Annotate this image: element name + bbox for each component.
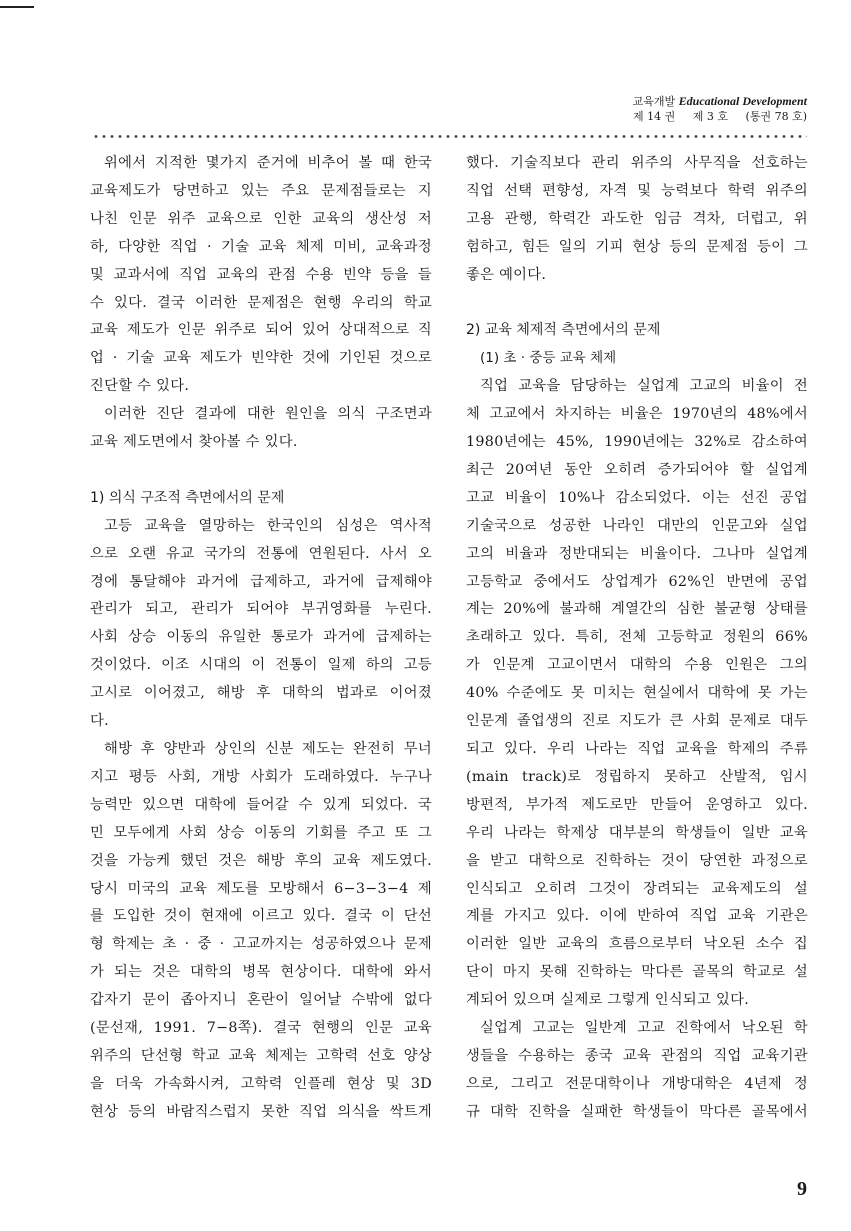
text-line: 사회 상승 이동의 유일한 통로가 과거에 급제하는 [90,629,432,646]
text-line: 현상 등의 바람직스럽지 못한 직업 의식을 싹트게 [90,1103,432,1120]
text-line: 관리가 되고, 관리가 되어야 부귀영화를 누린다. [90,601,432,618]
text-line: 및 교과서에 직업 교육의 관점 수용 빈약 등을 들 [90,266,432,283]
text-line: 실업계 고교는 일반계 고교 진학에서 낙오된 학 [480,1020,808,1037]
text-line: (문선재, 1991. 7−8쪽). 결국 현행의 인문 교육 [90,1020,432,1037]
right-paragraph-2 [466,373,808,1015]
text-line: 으로, 그리고 전문대학이나 개방대학은 4년제 정 [466,1075,808,1092]
text-line: 민 모두에게 사회 상승 이동의 기회를 주고 또 그 [90,824,432,841]
text-line: 당시 미국의 교육 제도를 모방해서 6−3−3−4 제 [90,880,432,897]
text-line: 형 학제는 초 · 중 · 고교까지는 성공하였으나 문제 [90,936,432,953]
journal-header [619,94,807,124]
text-line: 험하고, 힘든 일의 기피 현상 등의 문제점 등이 그 [466,238,808,255]
section-spacer [90,457,432,485]
text-line: 생들을 수용하는 종국 교육 관점의 직업 교육기관 [466,1047,808,1064]
text-line: 우리 나라는 학제상 대부분의 학생들이 일반 교육 [466,824,808,841]
text-line: 경에 통달해야 과거에 급제하고, 과거에 급제해야 [90,573,432,590]
text-line: 계되어 있으며 실제로 그렇게 인식되고 있다. [466,992,750,1009]
text-line: 이러한 일반 교육의 흐름으로부터 낙오된 소수 집 [466,936,808,953]
text-line: 최근 20여년 동안 오히려 증가되어야 할 실업계 [466,461,808,478]
text-line: 업 · 기술 교육 제도가 빈약한 것에 기인된 것으로 [90,350,432,367]
text-line: 고교 비율이 10%나 감소되었다. 이는 선진 공업 [466,489,808,506]
text-line: 교육 제도가 인문 위주로 되어 있어 상대적으로 직 [90,322,432,339]
journal-title-korean: 교육개발 [632,95,676,108]
subsection-heading: (1) 초 · 중등 교육 체제 [480,350,617,367]
text-line: 수 있다. 결국 이러한 문제점은 현행 우리의 학교 [90,294,432,311]
text-line: 계는 20%에 불과해 계열간의 심한 불균형 상태를 [466,601,808,618]
text-line: 를 도입한 것이 현재에 이르고 있다. 결국 이 단선 [90,908,432,925]
header-dotted-rule [92,134,807,139]
text-line: 인문계 졸업생의 진로 지도가 큰 사회 문제로 대두 [466,713,808,730]
text-line: 체 고교에서 차지하는 비율은 1970년의 48%에서 [466,406,808,423]
text-line: 것이었다. 이조 시대의 이 전통이 일제 하의 고등 [90,657,432,674]
right-column [466,150,808,1127]
text-line: 초래하고 있다. 특히, 전체 고등학교 정원의 66% [466,629,808,646]
text-line: 위주의 단선형 학교 교육 체제는 고학력 선호 양상 [90,1047,432,1064]
page-number: 9 [797,1178,807,1200]
text-line: 해방 후 양반과 상인의 신분 제도는 완전히 무너 [104,741,432,758]
journal-title [619,94,807,109]
text-line: 것을 가능케 했던 것은 해방 후의 교육 제도였다. [90,852,432,869]
text-line: 40% 수준에도 못 미치는 현실에서 대학에 못 가는 [466,685,808,702]
corner-crop-mark [0,6,34,8]
journal-title-english: Educational Development [678,94,807,108]
text-line: 직업 교육을 담당하는 실업계 고교의 비율이 전 [480,378,808,395]
left-column [90,150,432,1127]
text-line: (main track)로 정립하지 못하고 산발적, 임시 [466,768,808,785]
text-line: 나친 인문 위주 교육으로 인한 교육의 생산성 저 [90,210,432,227]
text-line: 계를 가지고 있다. 이에 반하여 직업 교육 기관은 [466,908,808,925]
text-line: 단이 마지 못해 진학하는 막다른 골목의 학교로 설 [466,964,808,981]
text-line: 고용 관행, 학력간 과도한 임금 격차, 더럽고, 위 [466,210,808,227]
text-line: 가 인문계 고교이면서 대학의 수용 인원은 그의 [466,657,808,674]
text-line: 고등학교 중에서도 상업계가 62%인 반면에 공업 [466,573,808,590]
text-line: 능력만 있으면 대학에 들어갈 수 있게 되었다. 국 [90,796,432,813]
text-line: 고시로 이어졌고, 해방 후 대학의 법과로 이어졌 [90,685,432,702]
text-line: 좋은 예이다. [466,266,547,283]
text-line: 지고 평등 사회, 개방 사회가 도래하였다. 누구나 [90,768,432,785]
text-line: 고등 교육을 열망하는 한국인의 심성은 역사적 [104,517,432,534]
section-heading-1: 1) 의식 구조적 측면에서의 문제 [90,489,285,506]
text-line: 했다. 기술직보다 관리 위주의 사무직을 선호하는 [466,155,808,171]
text-line: 규 대학 진학을 실패한 학생들이 막다른 골목에서 [466,1103,808,1120]
text-line: 을 받고 대학으로 진학하는 것이 당연한 과정으로 [466,852,808,869]
left-paragraph-3 [90,513,432,736]
text-line: 이러한 진단 결과에 대한 원인을 의식 구조면과 [104,406,432,423]
text-line: 직업 선택 편향성, 자격 및 능력보다 학력 위주의 [466,182,808,199]
text-line: 교육제도가 당면하고 있는 주요 문제점들로는 지 [90,182,432,199]
text-line: 기술국으로 성공한 나라인 대만의 인문고와 실업 [466,517,808,534]
right-paragraph-3 [466,1015,808,1127]
text-line: 고의 비율과 정반대되는 비율이다. 그나마 실업계 [466,545,808,562]
text-line: 다. [90,713,109,730]
left-paragraph-4 [90,736,432,1127]
text-line: 으로 오랜 유교 국가의 전통에 연원된다. 사서 오 [90,545,432,562]
text-line: 되고 있다. 우리 나라는 직업 교육을 학제의 주류 [466,741,808,758]
text-line: 갑자기 문이 좁아지니 혼란이 일어날 수밖에 없다 [90,992,432,1009]
right-paragraph-1 [466,150,808,290]
section-heading-2: 2) 교육 체제적 측면에서의 문제 [466,322,661,339]
text-line: 1980년에는 45%, 1990년에는 32%로 감소하여 [466,434,808,451]
text-line: 교육 제도면에서 찾아볼 수 있다. [90,434,298,451]
journal-volume: 제 14 권 [633,110,676,123]
journal-issue-info [619,109,807,124]
text-line: 진단할 수 있다. [90,378,190,395]
text-line: 방편적, 부가적 제도로만 만들어 운영하고 있다. [466,796,808,813]
text-line: 위에서 지적한 몇가지 준거에 비추어 볼 때 한국 [104,155,432,171]
text-line: 을 더욱 가속화시켜, 고학력 인플레 현상 및 3D [90,1075,432,1092]
left-paragraph-2 [90,401,432,457]
text-line: 하, 다양한 직업 · 기술 교육 체제 미비, 교육과정 [90,238,432,255]
text-line: 인식되고 오히려 그것이 장려되는 교육제도의 설 [466,880,808,897]
text-line: 가 되는 것은 대학의 병목 현상이다. 대학에 와서 [90,964,432,981]
journal-issue: 제 3 호 [692,110,729,123]
left-paragraph-1 [90,150,432,401]
section-spacer [466,290,808,318]
journal-serial: (통권 78 호) [745,110,807,123]
